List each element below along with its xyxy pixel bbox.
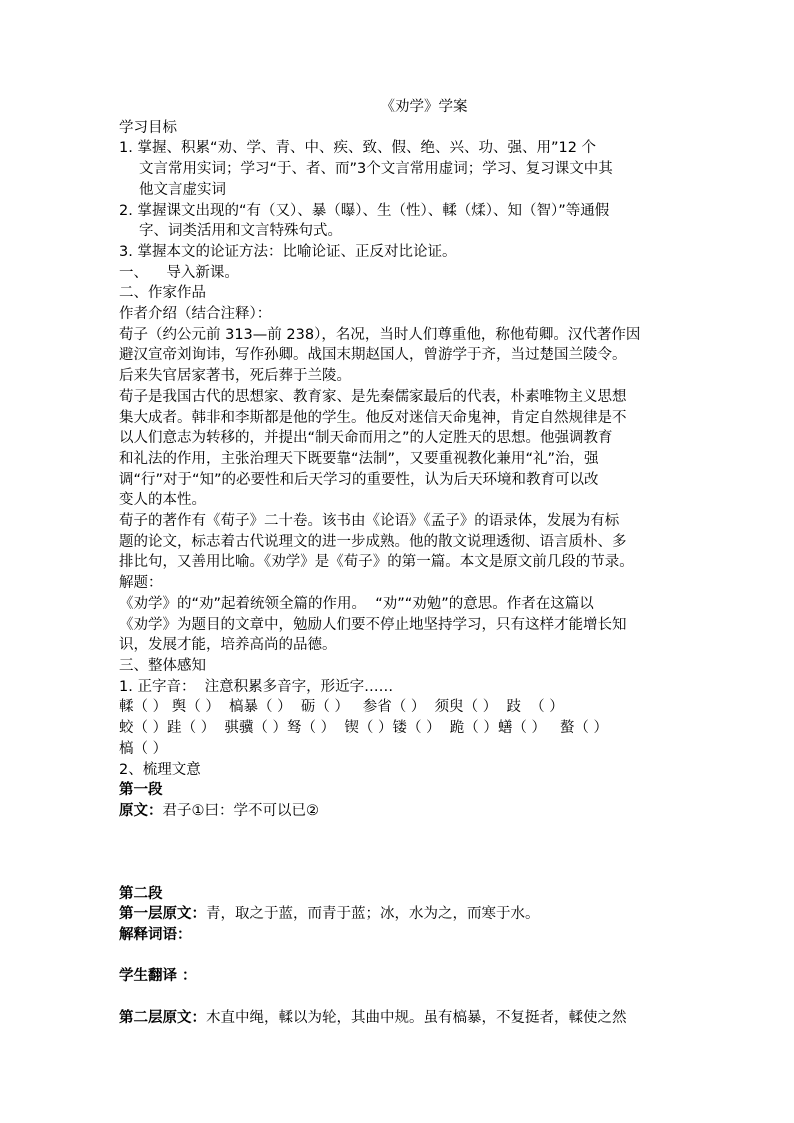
blank-space: [119, 822, 691, 884]
layer-2-original: [119, 1008, 691, 1029]
layer-1-original: [119, 904, 691, 925]
goal-2-line-2: 字、词类活用和文言特殊句式。: [139, 223, 342, 240]
student-translate-label: 学生翻译 ：: [119, 968, 197, 985]
goal-3: 3. 掌握本文的论证方法：比喻论证、正反对比论证。: [119, 243, 457, 260]
goal-2-line-1: 2. 掌握课文出现的“有（又）、暴（曝）、生（性）、輮（煣）、知（智）”等通假: [119, 202, 610, 219]
para-2-line-2: 集大成者。韩非和李斯都是他的学生。他反对迷信天命鬼神，肯定自然规律是不: [119, 409, 627, 426]
layer-2-label: 第二层原文：: [119, 1009, 206, 1026]
para-1-line-1: 荀子（约公元前 313—前 238），名况，当时人们尊重他，称他荀卿。汉代著作因: [119, 326, 641, 343]
original-label: 原文：: [119, 802, 163, 819]
original-text: 君子①曰：学不可以已②: [162, 802, 319, 819]
para-1-original: [119, 801, 691, 822]
layer-1-label: 第一层原文：: [119, 906, 206, 923]
pinyin-row-2: 蛟（ ）跬（ ） 骐骥（ ）驽（ ） 锲（ ）镂（ ） 跪（ ）蟮（ ） 螯（ ）: [119, 720, 608, 737]
layer-2-text: 木直中绳，輮以为轮，其曲中规。虽有槁暴，不复挺者，輮使之然: [206, 1009, 627, 1026]
blank-space: [119, 946, 691, 967]
para-3-line-1: 荀子的著作有《荀子》二十卷。该书由《论语》《孟子》的语录体，发展为有标: [119, 513, 620, 530]
para-2-line-3: 以人们意志为转移的，并提出“制天命而用之”的人定胜天的思想。他强调教育: [119, 430, 613, 447]
goal-1-line-1: 1. 掌握、积累“劝、学、青、中、疾、致、假、绝、兴、功、强、用”12 个: [119, 140, 597, 157]
goal-1-line-3: 他文言虚实词: [139, 181, 226, 198]
para-1-heading: 第一段: [119, 782, 163, 799]
para-1-line-2: 避汉宣帝刘询讳，写作孙卿。战国末期赵国人，曾游学于齐，当过楚国兰陵令。: [119, 347, 627, 364]
document-body: [119, 97, 691, 1029]
section-intro: 一、 导入新课。: [119, 264, 239, 281]
para-2-heading: 第二段: [119, 885, 163, 902]
jieti-heading: 解题：: [119, 575, 163, 592]
document-title: 《劝学》学案: [380, 99, 468, 115]
goals-heading: 学习目标: [119, 119, 177, 136]
goal-1-line-2: 文言常用实词；学习“于、者、而”3个文言常用虚词；学习、复习课文中其: [139, 161, 613, 178]
para-3-line-3: 排比句，又善用比喻。《劝学》是《荀子》的第一篇。本文是原文前几段的节录。: [119, 554, 634, 571]
para-2-line-4: 和礼法的作用，主张治理天下既要靠“法制”，又要重视教化兼用“礼”治，强: [119, 450, 599, 467]
section-translate: 2、梳理文意: [119, 761, 201, 778]
para-2-line-5: 调“行”对于“知”的必要性和后天学习的重要性，认为后天环境和教育可以改: [119, 471, 599, 488]
para-4-line-2: 《劝学》为题目的文章中，勉励人们要不停止地坚持学习，只有这样才能增长知: [119, 616, 627, 633]
blank-space: [119, 987, 691, 1008]
para-4-line-3: 识，发展才能，培养高尚的品德。: [119, 637, 337, 654]
para-2-line-1: 荀子是我国古代的思想家、教育家、是先秦儒家最后的代表，朴素唯物主义思想: [119, 388, 627, 405]
pinyin-intro: 1. 正字音： 注意积累多音字，形近字……: [119, 678, 394, 695]
pinyin-row-3: 槁（ ）: [119, 740, 168, 757]
pinyin-row-1: 輮（ ） 舆（ ） 槁暴（ ） 砺（ ） 参省（ ） 须臾（ ） 跂 （ ）: [119, 699, 564, 716]
para-3-line-2: 题的论文，标志着古代说理文的进一步成熟。他的散文说理透彻、语言质朴、多: [119, 533, 627, 550]
author-intro-heading: 作者介绍（结合注释）：: [119, 306, 272, 323]
layer-1-text: 青，取之于蓝，而青于蓝；冰，水为之，而寒于水。: [206, 906, 540, 923]
explain-words-label: 解释词语：: [119, 927, 192, 944]
para-1-line-3: 后来失官居家著书，死后葬于兰陵。: [119, 368, 351, 385]
section-author-works: 二、作家作品: [119, 285, 206, 302]
para-2-line-6: 变人的本性。: [119, 492, 206, 509]
section-overview: 三、整体感知: [119, 657, 206, 674]
para-4-line-1: 《劝学》的“劝”起着统领全篇的作用。 “劝”“劝勉”的意思。作者在这篇以: [119, 595, 594, 612]
